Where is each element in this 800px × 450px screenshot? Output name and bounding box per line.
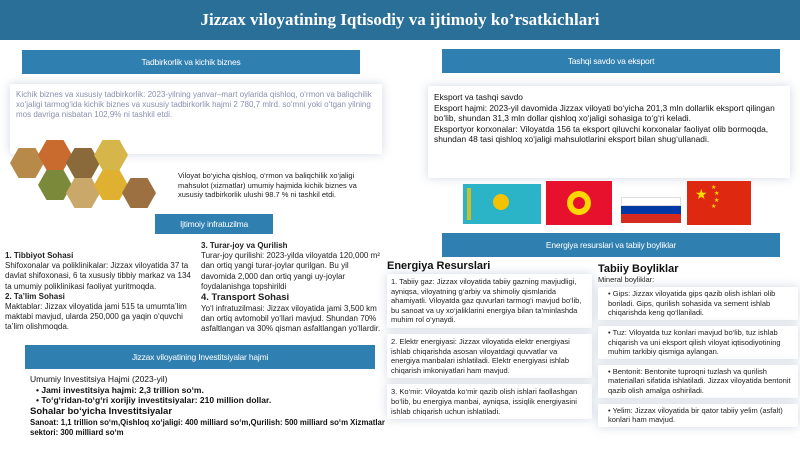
russia-flag <box>621 197 681 223</box>
hex-photo <box>66 148 100 178</box>
investment-bullet-text: To‘g‘ridan-to‘g‘ri xorijiy investitsiyalar: 210 million dollar. <box>41 395 272 405</box>
education-text: Maktablar: Jizzax viloyatida jami 515 ta umumta’lim maktabi mavjud, ularda 250,000 ga yaqin o‘quvchi ta’lim olishmoqda. <box>5 302 187 332</box>
sector-title: Sohalar bo‘yicha Investitsiyalar <box>30 405 173 417</box>
natural-gypsum-text: Gips: Jizzax viloyatida gips qazib olish ishlari olib boriladi. Gips, qurilish sohasida va sement ishlab chiqarishda keng qo‘llaniladi. <box>608 289 776 318</box>
investment-bullet: • To‘g‘ridan-to‘g‘ri xorijiy investitsiyalar: 210 million dollar. <box>36 395 272 405</box>
energy-column <box>387 260 592 419</box>
investment-bullet: • Jami investitsiya hajmi: 2,3 trillion so‘m. <box>36 384 204 395</box>
natural-column <box>598 263 798 427</box>
natural-subtitle: Mineral boyliklar: <box>598 275 655 284</box>
social-left-column <box>5 251 197 333</box>
kyrgyzstan-flag <box>546 181 612 225</box>
hex-photo <box>66 178 100 208</box>
housing-text: Turar-joy qurilishi: 2023-yilda viloyatda 120,000 m² dan ortiq yangi turar-joylar qurilgan. Bu yil davomida 2,000 dan ortiq yangi uy-joylar foydalanishga topshirildi <box>201 251 380 291</box>
trade-heading-text: Tashqi savdo va eksport <box>567 56 655 66</box>
trade-heading <box>442 49 780 73</box>
natural-item-card: • Tuz: Viloyatda tuz konlari mavjud bo‘lib, tuz ishlab chiqarish va uni eksport qilish viloyat iqtisodiyotining muhim tarkibiy qismiga aylangan. <box>598 326 798 359</box>
hex-photo <box>10 148 44 178</box>
energy-heading-text: Energiya resurslari va tabiiy boyliklar <box>545 240 677 250</box>
hex-photo <box>94 140 128 170</box>
china-flag: ★ ★ ★ ★ ★ <box>687 181 751 225</box>
energy-item-card <box>387 384 592 419</box>
sector-text: Sanoat: 1,1 trillion so‘m,Qishloq xo‘jaligi: 400 milliard so‘m,Qurilish: 500 milliard so‘m Xizmatlar sektori: 300 milliard so‘m <box>30 417 385 437</box>
energy-coal-text: 3. Ko‘mir: Viloyatda ko‘mir qazib olish ishlari faollashgan bo‘lib, bu energiya manbai, ayniqsa, issiqlik energiyasini ishlab chiqarish uchun ishlatiladi. <box>391 387 578 416</box>
health-text: Shifoxonalar va poliklinikalar: Jizzax viloyatida 37 ta davlat shifoxonasi, 6 ta xususiy tibbiy markaz va 134 ta umumiy poliklinikasi faoliyat yuritmoqda. <box>5 261 191 291</box>
energy-item-card <box>387 334 592 378</box>
trade-subheading: Eksport va tashqi savdo <box>434 92 523 102</box>
hex-photo <box>94 170 128 200</box>
trade-exporters: Eksportyor korxonalar: Viloyatda 156 ta eksport qiluvchi korxonalar faoliyat olib bormoqda, shundan 48 tasi qishloq xo‘jaligi mahsulotlarini eksport bilan shug‘ullanadi. <box>434 123 769 144</box>
page-title: Jizzax viloyatining Iqtisodiy va ijtimoiy ko’rsatkichlari <box>200 10 600 29</box>
hex-photo <box>38 170 72 200</box>
education-title: 2. Ta’lim Sohasi <box>5 291 65 301</box>
natural-title: Tabiiy Boyliklar <box>598 263 679 275</box>
title-bar <box>0 0 800 40</box>
small-business-heading-text: Tadbirkorlik va kichik biznes <box>141 57 241 67</box>
natural-bentonite-text: Bentonit: Bentonite tuproqni tuzlash va qurilish materiallari sifatida ishlatiladi. Jizzax viloyatida bentonit qazib olish amalga oshiriladi. <box>608 366 791 395</box>
housing-title: 3. Turar-joy va Qurilish <box>201 241 288 250</box>
transport-title: 4. Transport Sohasi <box>201 292 290 304</box>
natural-resin-text: Yelim: Jizzax viloyatida bir qator tabiiy yelim (asfalt) konlari ham mavjud. <box>608 405 783 425</box>
natural-item-card: • Bentonit: Bentonite tuproqni tuzlash va qurilish materiallari sifatida ishlatiladi. Jizzax viloyatida bentonit qazib olish amalga oshiriladi. <box>598 365 798 398</box>
natural-salt-text: Tuz: Viloyatda tuz konlari mavjud bo‘lib, tuz ishlab chiqarish va uni eksport qilish viloyat iqtisodiyotining muhim tarkibiy qismiga aylangan. <box>608 327 781 357</box>
small-business-caption: Viloyat bo‘yicha qishloq, o‘rmon va baliqchilik xo‘jaligi mahsulot (xizmatlar) umumiy hajmida kichik biznes va xususiy tadbirkorlik ulushi 98.7 % ni tashkil etdi. <box>178 171 357 200</box>
kazakhstan-flag <box>463 184 541 224</box>
energy-electric-text: 2. Elektr energiyasi: Jizzax viloyatida elektr energiyasi ishlab chiqarishda asosan viloyatdagi quvvatlar va energiya manbalari ishlatiladi. Elektr energiyasi ishlab chiqarish imkoniyatlari ham mavjud. <box>391 336 570 375</box>
small-business-faint-text: Kichik biznes va xususiy tadbirkorlik: 2023-yilning yanvar–mart oylarida qishloq, o‘rmon va baliqchilik xo‘jaligi tarmog‘ida kichik biznes va xususiy tadbirkorlik hajmi 2 780,7 mlrd. so‘mni yoki o‘tgan yilning mos davriga nisbatan 102,9% ni tashkil etdi. <box>16 90 372 120</box>
hex-photo <box>122 178 156 208</box>
energy-title: Energiya Resurslari <box>387 260 491 272</box>
hex-photo <box>38 140 72 170</box>
small-business-heading <box>22 50 360 74</box>
produce-collage-image <box>8 140 168 220</box>
energy-heading <box>442 233 780 257</box>
investment-total-title: Umumiy Investitsiya Hajmi (2023-yil) <box>30 374 168 384</box>
investment-heading <box>25 345 375 369</box>
transport-text: Yo‘l infratuzilmasi: Jizzax viloyatida jami 3,500 km dan ortiq avtomobil yo‘llari mavjud. Shundan 70% asfaltlangan va 30% qisman asfaltlangan yo‘llardir. <box>201 304 381 334</box>
natural-item-card: • Yelim: Jizzax viloyatida bir qator tabiiy yelim (asfalt) konlari ham mavjud. <box>598 404 798 427</box>
social-heading <box>155 214 273 234</box>
trade-card <box>428 86 790 178</box>
natural-item-card: • Gips: Jizzax viloyatida gips qazib olish ishlari olib boriladi. Gips, qurilish sohasida va sement ishlab chiqarishda keng qo‘llaniladi. <box>598 287 798 320</box>
investment-body <box>30 374 385 438</box>
energy-item-card <box>387 274 592 328</box>
investment-bullet-text: Jami investitsiya hajmi: 2,3 trillion so‘m. <box>41 384 204 395</box>
trade-export-volume: Eksport hajmi: 2023-yil davomida Jizzax viloyati bo‘yicha 201,3 mln dollarlik eksport qilingan bo‘lib, shundan 31,3 mln dollar qishloq xo‘jaligi sohasiga to‘g‘ri keladi. <box>434 102 775 123</box>
health-title: 1. Tibbiyot Sohasi <box>5 251 74 260</box>
investment-heading-text: Jizzax viloyatining Investitsiyalar hajmi <box>131 352 269 362</box>
social-right-column <box>201 241 381 335</box>
energy-gas-text: 1. Tabiiy gaz: Jizzax viloyatida tabiiy gazning mavjudligi, ayniqsa, viloyatning g‘arbiy va shimoliy qismlarida ahamiyatli. Viloyatda gaz quvurlari tarmog‘i mavjud bo‘lib, bu sanoat va uy xo‘jaliklarini energiya bilan ta’minlashda muhim rol o‘ynaydi. <box>391 277 582 325</box>
social-heading-text: Ijtimoiy infratuzilma <box>179 219 249 229</box>
